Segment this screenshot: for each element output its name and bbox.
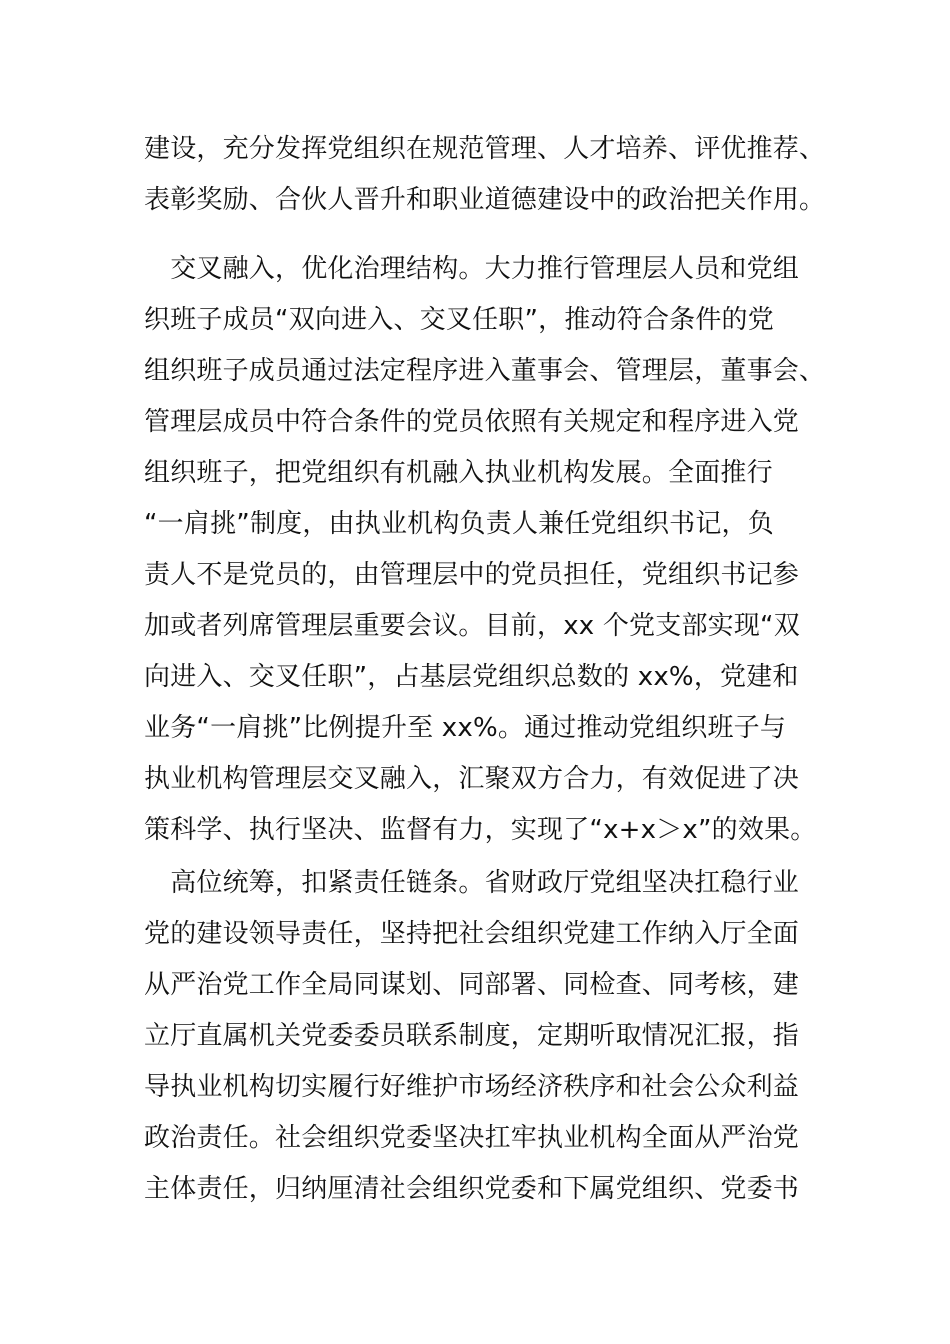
- paragraph-line: 策科学、执行坚决、监督有力，实现了“x+x＞x”的效果。: [144, 815, 817, 845]
- paragraph-line: 向进入、交叉任职”，占基层党组织总数的 xx%，党建和: [144, 662, 799, 692]
- paragraph-line: 组织班子，把党组织有机融入执业机构发展。全面推行: [144, 458, 773, 488]
- paragraph-line: 党的建设领导责任，坚持把社会组织党建工作纳入厅全面: [144, 919, 800, 949]
- paragraph-line: 政治责任。社会组织党委坚决扛牢执业机构全面从严治党: [144, 1123, 800, 1153]
- paragraph-line: 立厅直属机关党委委员联系制度，定期听取情况汇报，指: [144, 1021, 800, 1051]
- paragraph-line: 导执业机构切实履行好维护市场经济秩序和社会公众利益: [144, 1072, 800, 1102]
- paragraph-line: 交叉融入，优化治理结构。大力推行管理层人员和党组: [144, 254, 800, 284]
- paragraph-line: 织班子成员“双向进入、交叉任职”，推动符合条件的党: [144, 305, 774, 335]
- paragraph-line: 表彰奖励、合伙人晋升和职业道德建设中的政治把关作用。: [144, 185, 826, 215]
- paragraph-line: 建设，充分发挥党组织在规范管理、人才培养、评优推荐、: [144, 134, 826, 164]
- paragraph-line: 加或者列席管理层重要会议。目前，xx 个党支部实现“双: [144, 611, 800, 641]
- paragraph-line: 高位统筹，扣紧责任链条。省财政厅党组坚决扛稳行业: [144, 868, 800, 898]
- paragraph-line: “一肩挑”制度，由执业机构负责人兼任党组织书记，负: [144, 509, 774, 539]
- paragraph-line: 责人不是党员的，由管理层中的党员担任，党组织书记参: [144, 560, 800, 590]
- paragraph-line: 组织班子成员通过法定程序进入董事会、管理层，董事会、: [144, 356, 826, 386]
- paragraph-line: 管理层成员中符合条件的党员依照有关规定和程序进入党: [144, 407, 800, 437]
- paragraph-line: 从严治党工作全局同谋划、同部署、同检查、同考核，建: [144, 970, 800, 1000]
- paragraph-line: 执业机构管理层交叉融入，汇聚双方合力，有效促进了决: [144, 764, 800, 794]
- paragraph-line: 主体责任，归纳厘清社会组织党委和下属党组织、党委书: [144, 1174, 800, 1204]
- paragraph-line: 业务“一肩挑”比例提升至 xx%。通过推动党组织班子与: [144, 713, 787, 743]
